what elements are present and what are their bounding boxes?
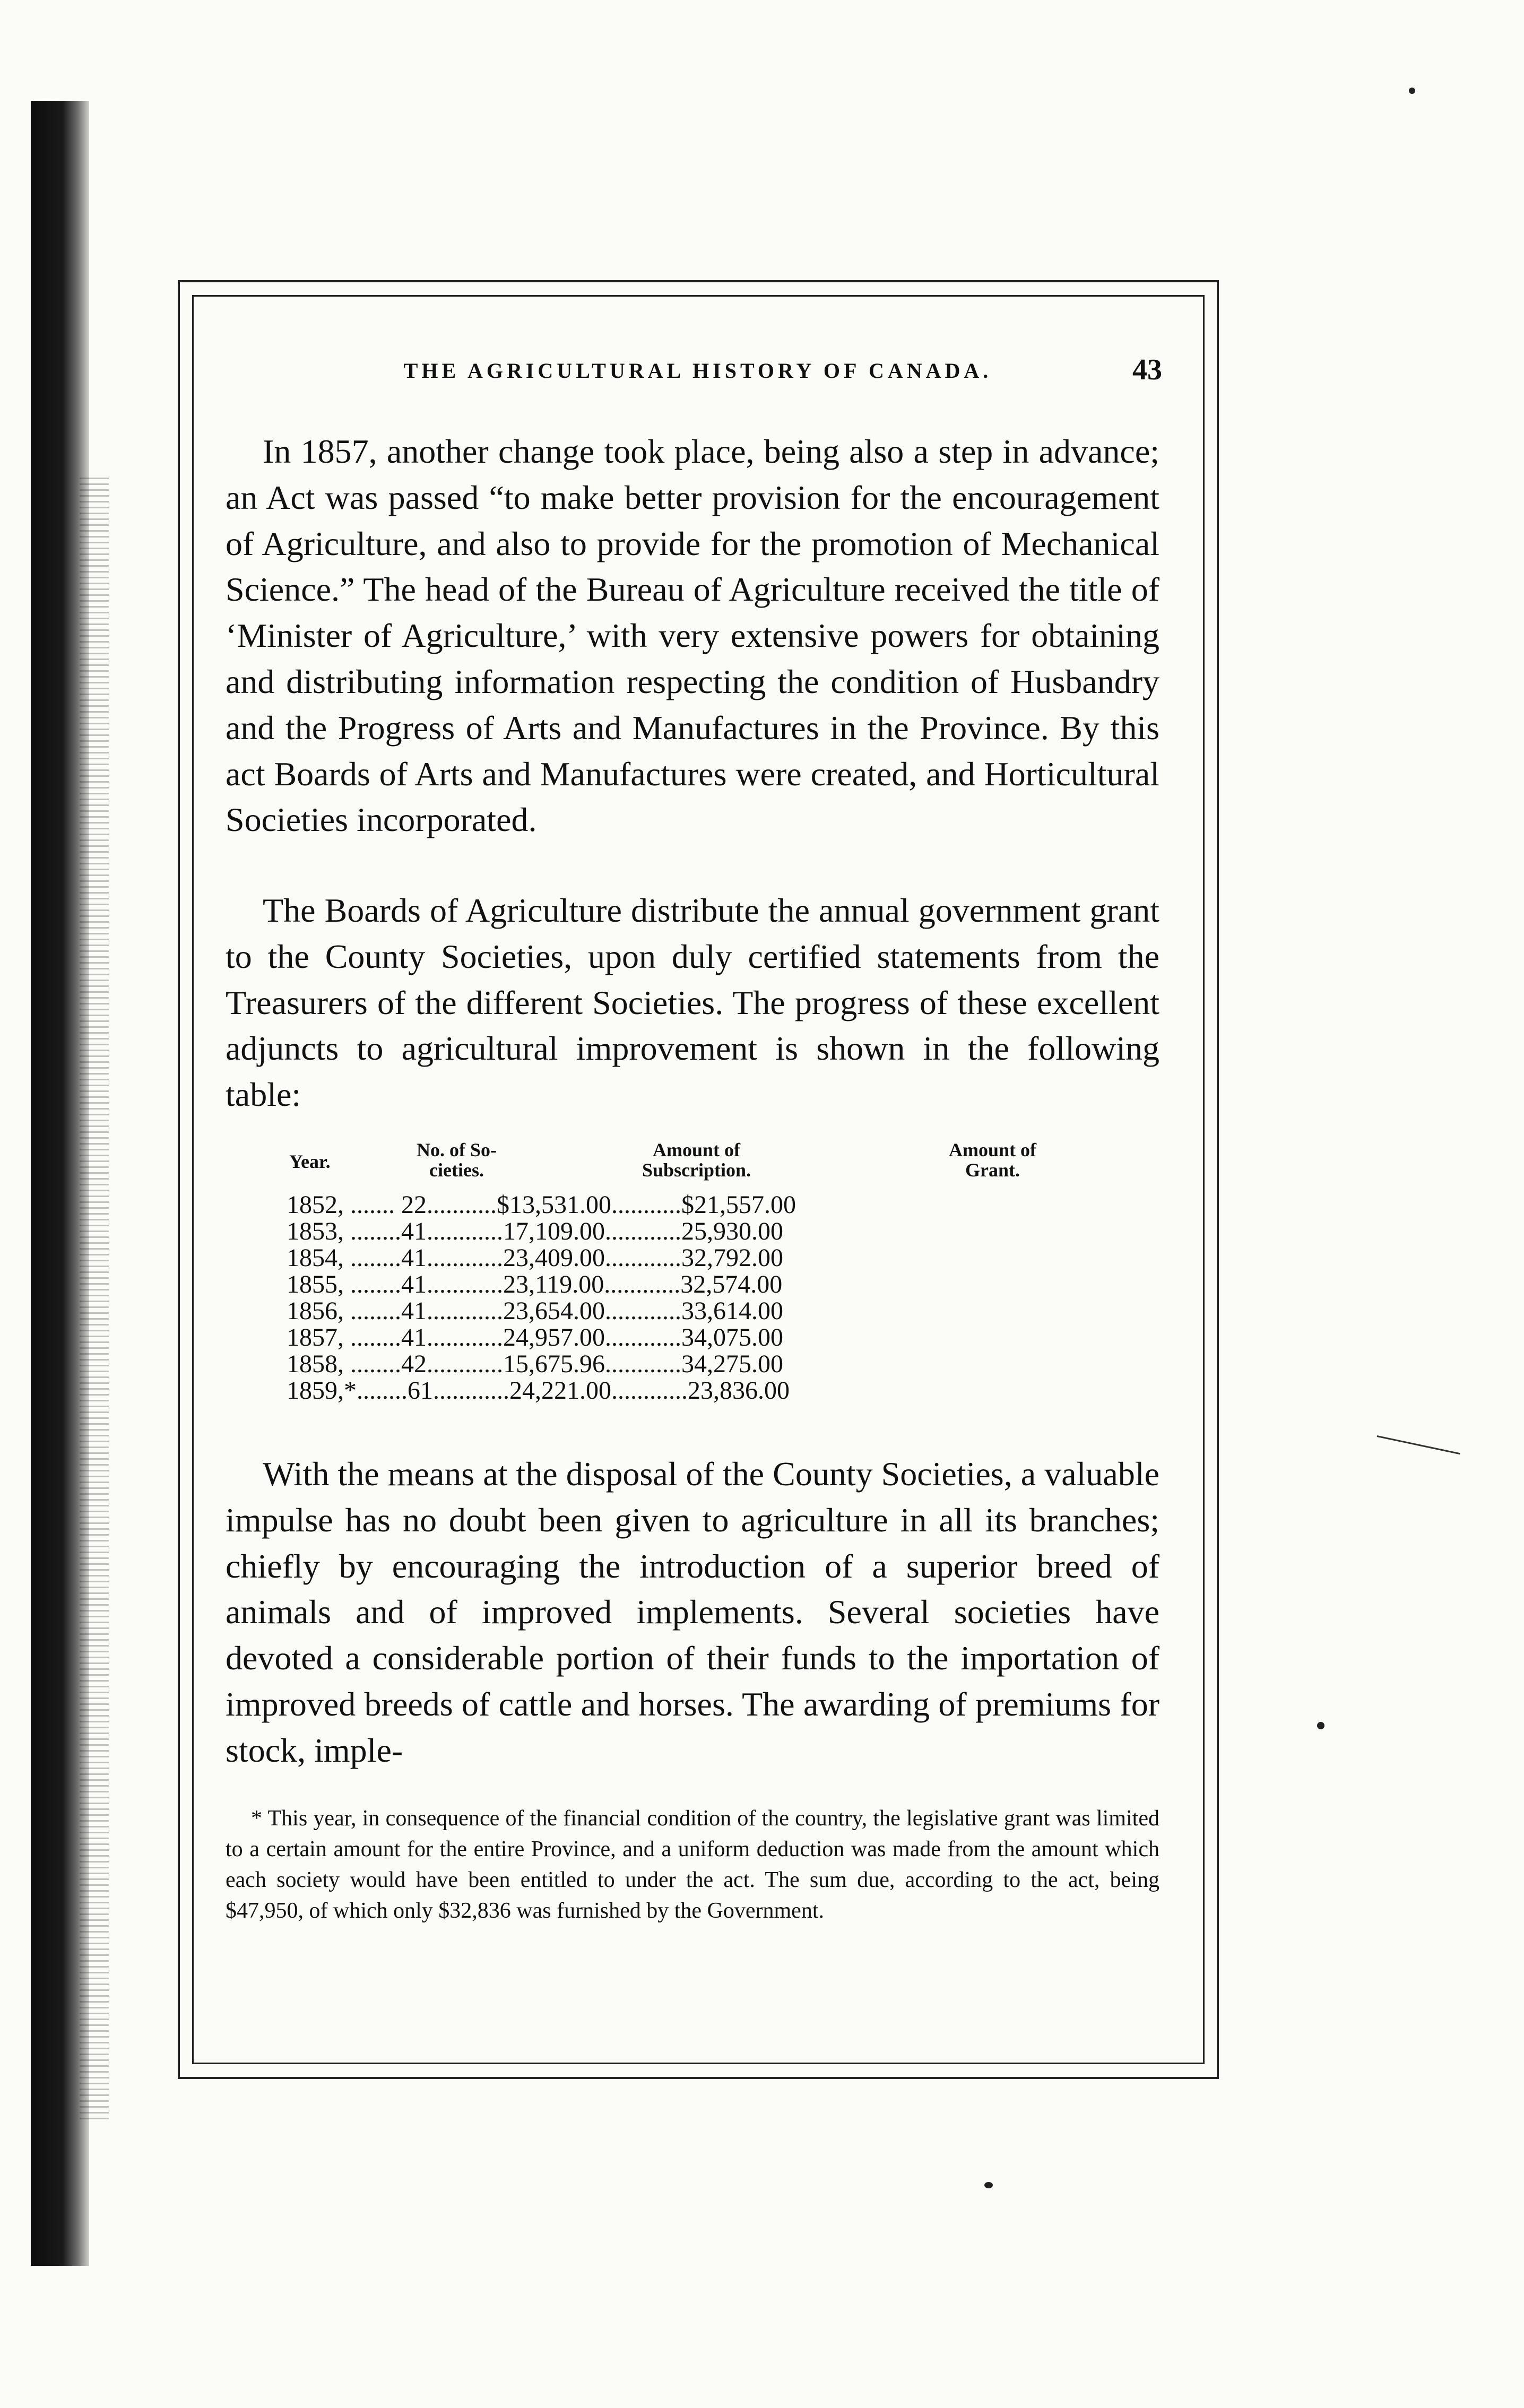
table-row: 1852, ....... 22...........$13,531.00...........$21,557.00 [287, 1191, 796, 1219]
col-header-societies [417, 1140, 497, 1180]
table-row: 1855, ........41............23,119.00............32,574.00 [287, 1270, 783, 1298]
societies-table [287, 1192, 1114, 1404]
page-number: 43 [1132, 353, 1162, 386]
col-header-year [289, 1151, 331, 1172]
col-header-subscription [642, 1140, 751, 1180]
table-row: 1857, ........41............24,957.00............34,075.00 [287, 1323, 783, 1352]
col-header-societies-line2: cieties. [429, 1159, 484, 1181]
ink-speck [984, 2182, 993, 2188]
binding-edge-texture [80, 478, 109, 2123]
table-row: 1859,*........61............24,221.00............23,836.00 [287, 1376, 790, 1405]
table-row: 1853, ........41............17,109.00............25,930.00 [287, 1217, 783, 1245]
margin-pencil-stroke [1377, 1435, 1460, 1454]
col-header-year-label: Year. [289, 1151, 331, 1172]
paragraph-2: The Boards of Agriculture distribute the annual government grant to the County Societies, upon duly certified statements from the Treasurers of the different Societies. The progress of these excellent adjuncts to agricultural improvement is shown in the following table: [226, 891, 1159, 1114]
table-header [276, 1140, 1104, 1189]
table-row: 1858, ........42............15,675.96............34,275.00 [287, 1350, 783, 1378]
table-row: 1854, ........41............23,409.00............32,792.00 [287, 1244, 783, 1272]
ink-speck [1409, 88, 1415, 94]
footnote: * This year, in consequence of the financial condition of the country, the legislative grant was limited to a certain amount for the entire Province, and a uniform deduction was made from the amount which each society would have been entitled to under the act. The sum due, according to the act, being $47,950, of which only $32,836 was furnished by the Government. [226, 1806, 1159, 1923]
paragraph-3: With the means at the disposal of the County Societies, a valuable impulse has no doubt been given to agriculture in all its branches; chiefly by encouraging the introduction of a superior breed of animals and of improved implements. Several societies have devoted a considerable portion of their funds to the importation of improved breeds of cattle and horses. The awarding of premiums for stock, imple- [226, 1455, 1159, 1769]
table-row: 1856, ........41............23,654.00............33,614.00 [287, 1297, 783, 1325]
ink-speck [1317, 1722, 1324, 1729]
col-header-subscription-line1: Amount of [653, 1139, 741, 1160]
col-header-subscription-line2: Subscription. [642, 1159, 751, 1181]
running-title: THE AGRICULTURAL HISTORY OF CANADA. [403, 359, 992, 383]
col-header-grant [949, 1140, 1036, 1180]
paragraph-1: In 1857, another change took place, being also a step in advance; an Act was passed “to make better provision for the encouragement of Agriculture, and also to provide for the promotion of Mechanical Science.” The head of the Bureau of Agriculture received the title of ‘Minister of Agriculture,’ with very extensive powers for obtaining and distributing information respecting the condition of Husbandry and the Progress of Arts and Manufactures in the Province. By this act Boards of Arts and Manufactures were created, and Horticultural Societies incorporated. [226, 432, 1159, 839]
col-header-grant-line2: Grant. [965, 1159, 1020, 1181]
col-header-societies-line1: No. of So- [417, 1139, 497, 1160]
col-header-grant-line1: Amount of [949, 1139, 1037, 1160]
page-header [223, 353, 1173, 390]
